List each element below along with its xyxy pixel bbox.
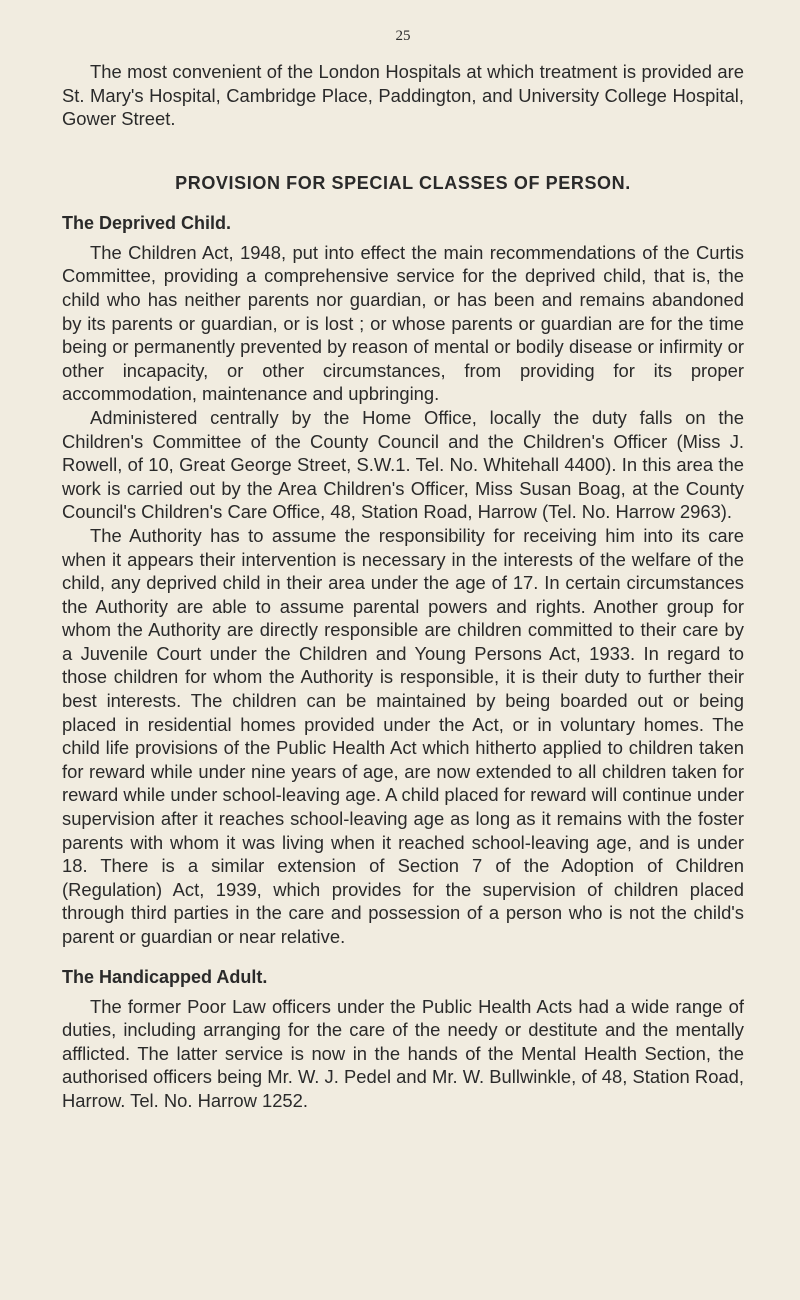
deprived-child-paragraph-1: The Children Act, 1948, put into effect the main recommendations of the Curtis Committee, providing a comprehensive service for the deprived child, that is, the child who has neither parents nor guardian, or has been and remains abandoned by its parents or guardian, or is lost ; or whose parents or guardian are for the time being or permanently prevented by reason of mental or bodily disease or infirmity or other incapacity, or other circumstances, from providing for its proper accommodation, maintenance and upbringing.	[62, 241, 744, 405]
page-number: 25	[395, 28, 411, 44]
deprived-child-paragraph-2: Administered centrally by the Home Office, locally the duty falls on the Children's Committee of the County Council and the Children's Officer (Miss J. Rowell, of 10, Great George Street, S.W.1. Tel. No. Whitehall 4400). In this area the work is carried out by the Area Children's Officer, Miss Susan Boag, at the County Council's Children's Care Office, 48, Station Road, Harrow (Tel. No. Harrow 2963).	[62, 406, 744, 523]
handicapped-adult-heading: The Handicapped Adult.	[62, 966, 268, 987]
handicapped-adult-paragraph-1: The former Poor Law officers under the Public Health Acts had a wide range of duties, including arranging for the care of the needy or destitute and the mentally afflicted. The latter service is now in the hands of the Mental Health Section, the authorised officers being Mr. W. J. Pedel and Mr. W. Bullwinkle, of 48, Station Road, Harrow. Tel. No. Harrow 1252.	[62, 995, 744, 1111]
section-title: PROVISION FOR SPECIAL CLASSES OF PERSON.	[175, 172, 631, 193]
deprived-child-heading: The Deprived Child.	[62, 212, 232, 233]
intro-paragraph: The most convenient of the London Hospitals at which treatment is provided are St. Mary's Hospital, Cambridge Place, Paddington, and University College Hospital, Gower Street.	[62, 61, 744, 130]
deprived-child-paragraph-3: The Authority has to assume the responsibility for receiving him into its care when it appears their intervention is necessary in the interests of the welfare of the child, any deprived child in their area under the age of 17. In certain circumstances the Authority are able to assume parental powers and rights. Another group for whom the Authority are directly responsible are children committed to their care by a Juvenile Court under the Children and Young Persons Act, 1933. In regard to those children for whom the Authority is responsible, it is their duty to further their best interests. The children can be maintained by being boarded out or being placed in residential homes provided under the Act, or in voluntary homes. The child life provisions of the Public Health Act which hitherto applied to children taken for reward while under nine years of age, are now extended to all children taken for reward while under school-leaving age. A child placed for reward will continue under supervision after it reaches school-leaving age as long as it remains with the foster parents with whom it was living when it reached school-leaving age, and is under 18. There is a similar extension of Section 7 of the Adoption of Children (Regulation) Act, 1939, which provides for the supervision of children placed through third parties in the care and possession of a person who is not the child's parent or guardian or near relative.	[62, 524, 744, 947]
